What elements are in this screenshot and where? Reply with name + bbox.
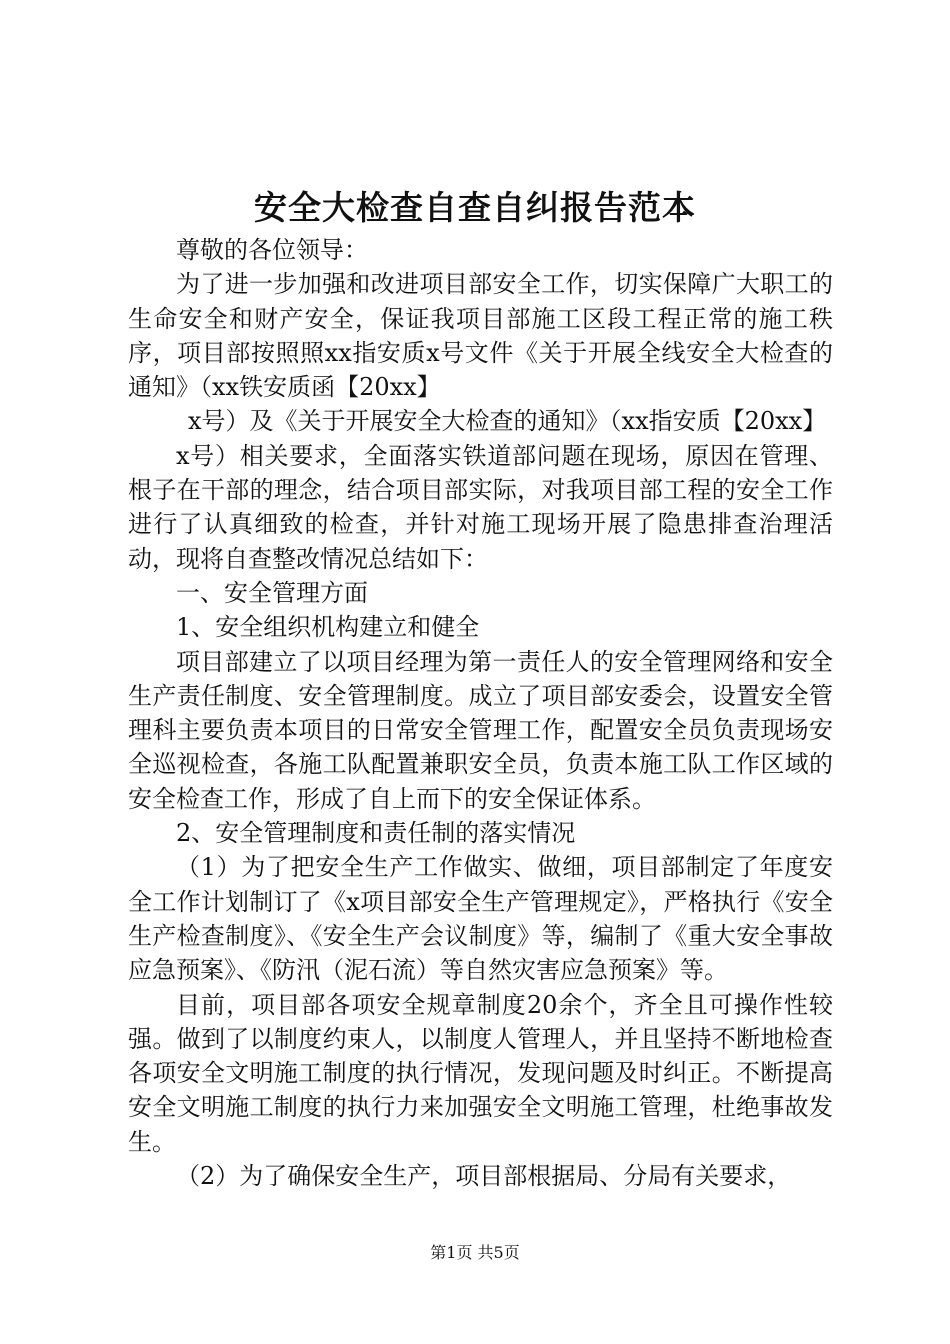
paragraph-item-1: （1）为了把安全生产工作做实、做细，项目部制定了年度安全工作计划制订了《x项目部安全生产管理规定》，严格执行《安全生产检查制度》、《安全生产会议制度》等，编制了《重大安全事故应急预案》、《防汛（泥石流）等自然灾害应急预案》等。 [128, 853, 833, 985]
paragraph-intro-cont-1: x号）及《关于开展安全大检查的通知》（xx指安质【20xx】 [188, 407, 827, 436]
heading-subsection-1: 1、安全组织机构建立和健全 [176, 613, 480, 642]
paragraph-salutation: 尊敬的各位领导： [176, 236, 368, 264]
heading-subsection-2: 2、安全管理制度和责任制的落实情况 [176, 819, 576, 848]
paragraph-organization: 项目部建立了以项目经理为第一责任人的安全管理网络和安全生产责任制度、安全管理制度。成立了项目部安委会，设置安全管理科主要负责本项目的日常安全管理工作，配置安全员负责现场安全巡视检查，各施工队配置兼职安全员，负责本施工队工作区域的安全检查工作，形成了自上而下的安全保证体系。 [128, 647, 833, 813]
heading-section-1: 一、安全管理方面 [176, 578, 368, 607]
document-title: 安全大检查自查自纠报告范本 [254, 188, 696, 227]
paragraph-intro-cont-2: x号）相关要求，全面落实铁道部问题在现场，原因在管理、根子在干部的理念，结合项目部实际，对我项目部工程的安全工作进行了认真细致的检查，并针对施工现场开展了隐患排查治理活动，现将自查整改情况总结如下： [128, 441, 833, 573]
document-body [128, 233, 833, 1193]
page-footer: 第1页 共5页 [430, 1243, 520, 1262]
paragraph-current-status: 目前，项目部各项安全规章制度20余个，齐全且可操作性较强。做到了以制度约束人，以制度人管理人，并且坚持不断地检查各项安全文明施工制度的执行情况，发现问题及时纠正。不断提高安全文明施工制度的执行力来加强安全文明施工管理，杜绝事故发生。 [128, 990, 833, 1156]
paragraph-intro: 为了进一步加强和改进项目部安全工作，切实保障广大职工的生命安全和财产安全，保证我项目部施工区段工程正常的施工秩序，项目部按照照xx指安质x号文件《关于开展全线安全大检查的通知》（xx铁安质函【20xx】 [128, 270, 833, 402]
paragraph-item-2: （2）为了确保安全生产，项目部根据局、分局有关要求， [176, 1162, 792, 1191]
